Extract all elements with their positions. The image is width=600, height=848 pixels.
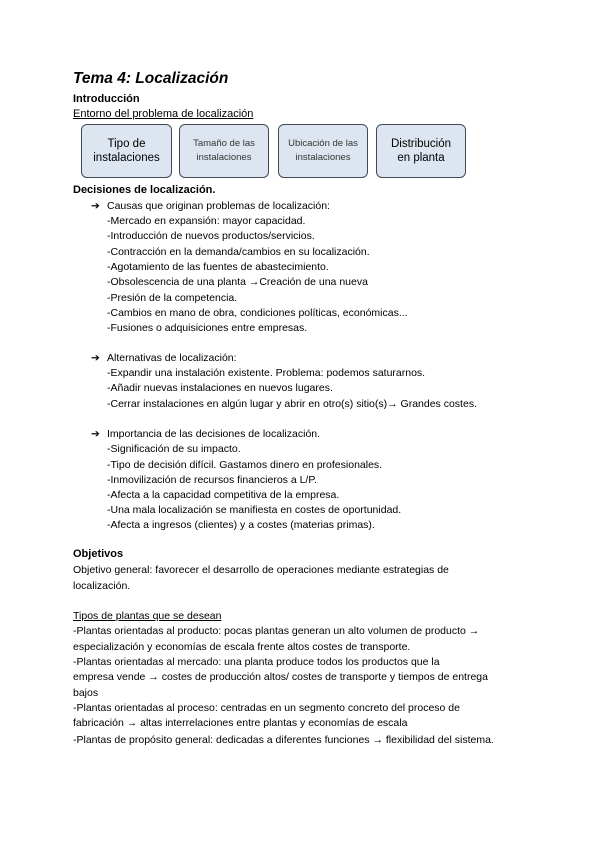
list-item: -Agotamiento de las fuentes de abastecimiento. xyxy=(107,261,329,273)
list-item: -Mercado en expansión: mayor capacidad. xyxy=(107,215,306,227)
box-plant-layout: Distribución en planta xyxy=(376,124,466,178)
list-item: -Obsolescencia de una planta →Creación de una nueva xyxy=(107,276,368,288)
paragraph-line: empresa vende → costes de producción altos/ costes de transporte y tiempos de entrega xyxy=(73,671,488,683)
list-item: -Cerrar instalaciones en algún lugar y abrir en otro(s) sitio(s)→ Grandes costes. xyxy=(107,398,477,410)
arrow-bullet-icon: ➔ xyxy=(91,352,100,364)
alternatives-head: Alternativas de localización: xyxy=(107,352,237,364)
list-item: -Introducción de nuevos productos/servicios. xyxy=(107,230,315,242)
location-problem-diagram xyxy=(81,124,521,180)
plant-types-heading: Tipos de plantas que se desean xyxy=(73,610,222,622)
list-item: -Contracción en la demanda/cambios en su localización. xyxy=(107,246,370,258)
intro-heading: Introducción xyxy=(73,93,140,105)
paragraph-line: especialización y economías de escala frente altos costes de transporte. xyxy=(73,641,411,653)
box-facility-location: Ubicación de las instalaciones xyxy=(278,124,368,178)
list-item: -Presión de la competencia. xyxy=(107,292,238,304)
list-item: -Significación de su impacto. xyxy=(107,443,241,455)
paragraph-line: Objetivo general: favorecer el desarrollo de operaciones mediante estrategias de xyxy=(73,564,449,576)
arrow-bullet-icon: ➔ xyxy=(91,428,100,440)
causes-head: Causas que originan problemas de localización: xyxy=(107,200,330,212)
causes-bullet xyxy=(91,200,330,212)
list-item: -Cambios en mano de obra, condiciones políticas, económicas... xyxy=(107,307,408,319)
environment-subheading: Entorno del problema de localización xyxy=(73,108,254,120)
list-item: -Afecta a ingresos (clientes) y a costes (materias primas). xyxy=(107,519,375,531)
paragraph-line: -Plantas orientadas al mercado: una planta produce todos los productos que la xyxy=(73,656,440,668)
list-item: -Afecta a la capacidad competitiva de la empresa. xyxy=(107,489,340,501)
paragraph-line: -Plantas orientadas al producto: pocas plantas generan un alto volumen de producto → xyxy=(73,625,480,637)
box-facility-type: Tipo de instalaciones xyxy=(81,124,172,178)
objectives-heading: Objetivos xyxy=(73,548,124,560)
arrow-bullet-icon: ➔ xyxy=(91,200,100,212)
box-facility-size: Tamaño de las instalaciones xyxy=(179,124,269,178)
list-item: -Añadir nuevas instalaciones en nuevos lugares. xyxy=(107,382,333,394)
list-item: -Inmovilización de recursos financieros a L/P. xyxy=(107,474,317,486)
paragraph-line: bajos xyxy=(73,687,99,699)
paragraph-line: -Plantas orientadas al proceso: centradas en un segmento concreto del proceso de xyxy=(73,702,460,714)
list-item: -Fusiones o adquisiciones entre empresas. xyxy=(107,322,308,334)
list-item: -Tipo de decisión difícil. Gastamos dinero en profesionales. xyxy=(107,459,383,471)
paragraph-line: fabricación → altas interrelaciones entre plantas y economías de escala xyxy=(73,717,408,729)
page-title: Tema 4: Localización xyxy=(73,70,229,87)
list-item: -Expandir una instalación existente. Problema: podemos saturarnos. xyxy=(107,367,426,379)
paragraph-line: -Plantas de propósito general: dedicadas a diferentes funciones → flexibilidad del sistema. xyxy=(73,734,494,746)
importance-bullet xyxy=(91,428,320,440)
decisions-heading: Decisiones de localización. xyxy=(73,184,216,196)
list-item: -Una mala localización se manifiesta en costes de oportunidad. xyxy=(107,504,402,516)
importance-head: Importancia de las decisiones de localización. xyxy=(107,428,321,440)
paragraph-line: localización. xyxy=(73,580,131,592)
alternatives-bullet xyxy=(91,352,237,364)
